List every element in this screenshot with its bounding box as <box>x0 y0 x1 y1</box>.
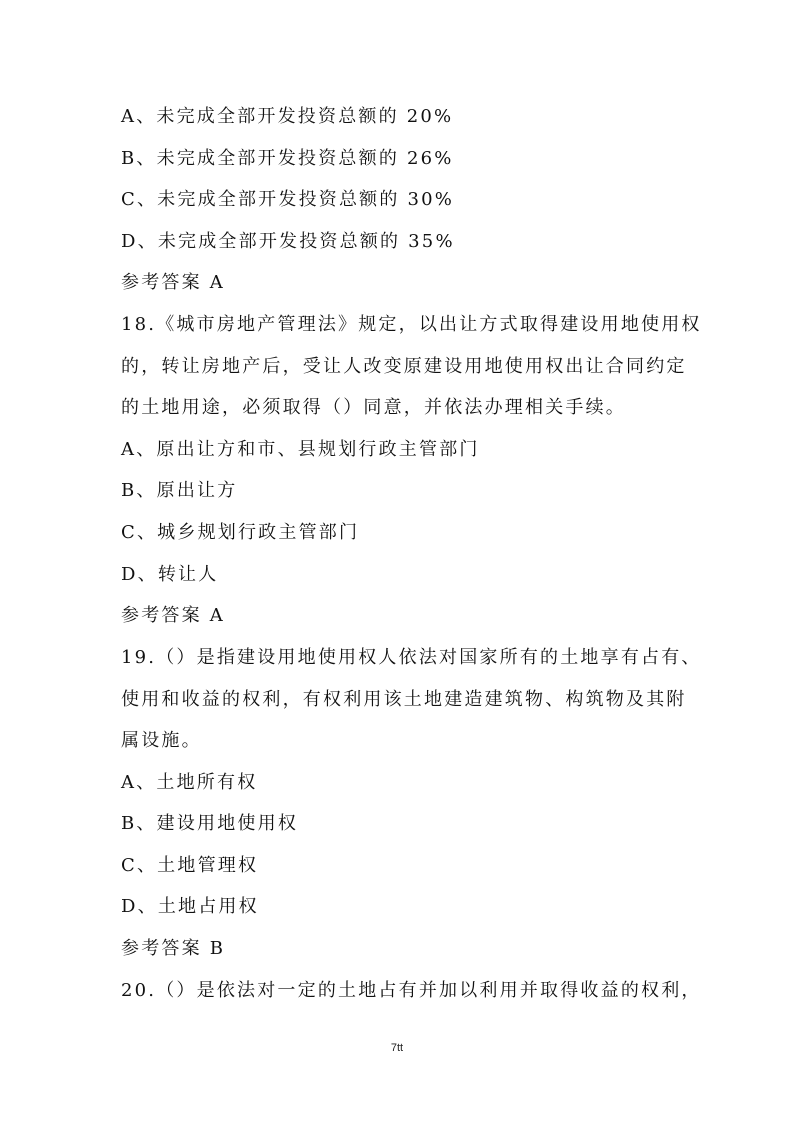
q18-answer: 参考答案 A <box>121 605 225 626</box>
q17-option-b: B、未完成全部开发投资总额的 26% <box>121 148 454 169</box>
q17-answer: 参考答案 A <box>121 272 225 293</box>
q19-stem-line-1: 19.（）是指建设用地使用权人依法对国家所有的土地享有占有、 <box>121 647 702 668</box>
q19-stem-line-2: 使用和收益的权利，有权利用该土地建造建筑物、构筑物及其附 <box>121 689 687 710</box>
q17-option-c: C、未完成全部开发投资总额的 30% <box>121 189 455 210</box>
q18-option-b: B、原出让方 <box>121 480 238 501</box>
page-number: 7tt <box>390 1042 404 1054</box>
q19-option-b: B、建设用地使用权 <box>121 813 299 834</box>
q19-answer: 参考答案 B <box>121 938 226 959</box>
q17-option-a: A、未完成全部开发投资总额的 20% <box>121 106 454 127</box>
q17-option-d: D、未完成全部开发投资总额的 35% <box>121 231 455 252</box>
q18-option-c: C、城乡规划行政主管部门 <box>121 522 360 543</box>
q19-stem-line-3: 属设施。 <box>121 730 202 751</box>
q19-option-d: D、土地占用权 <box>121 896 259 917</box>
q18-option-d: D、转让人 <box>121 564 219 585</box>
q18-stem-line-2: 的，转让房地产后，受让人改变原建设用地使用权出让合同约定 <box>121 356 687 377</box>
q18-stem-line-1: 18.《城市房地产管理法》规定，以出让方式取得建设用地使用权 <box>121 314 702 335</box>
q18-option-a: A、原出让方和市、县规划行政主管部门 <box>121 439 480 460</box>
q18-stem-line-3: 的土地用途，必须取得（）同意，并依法办理相关手续。 <box>121 397 626 418</box>
q19-option-a: A、土地所有权 <box>121 772 258 793</box>
q19-option-c: C、土地管理权 <box>121 855 259 876</box>
q20-stem-line-1: 20.（）是依法对一定的土地占有并加以利用并取得收益的权利， <box>121 980 702 1001</box>
